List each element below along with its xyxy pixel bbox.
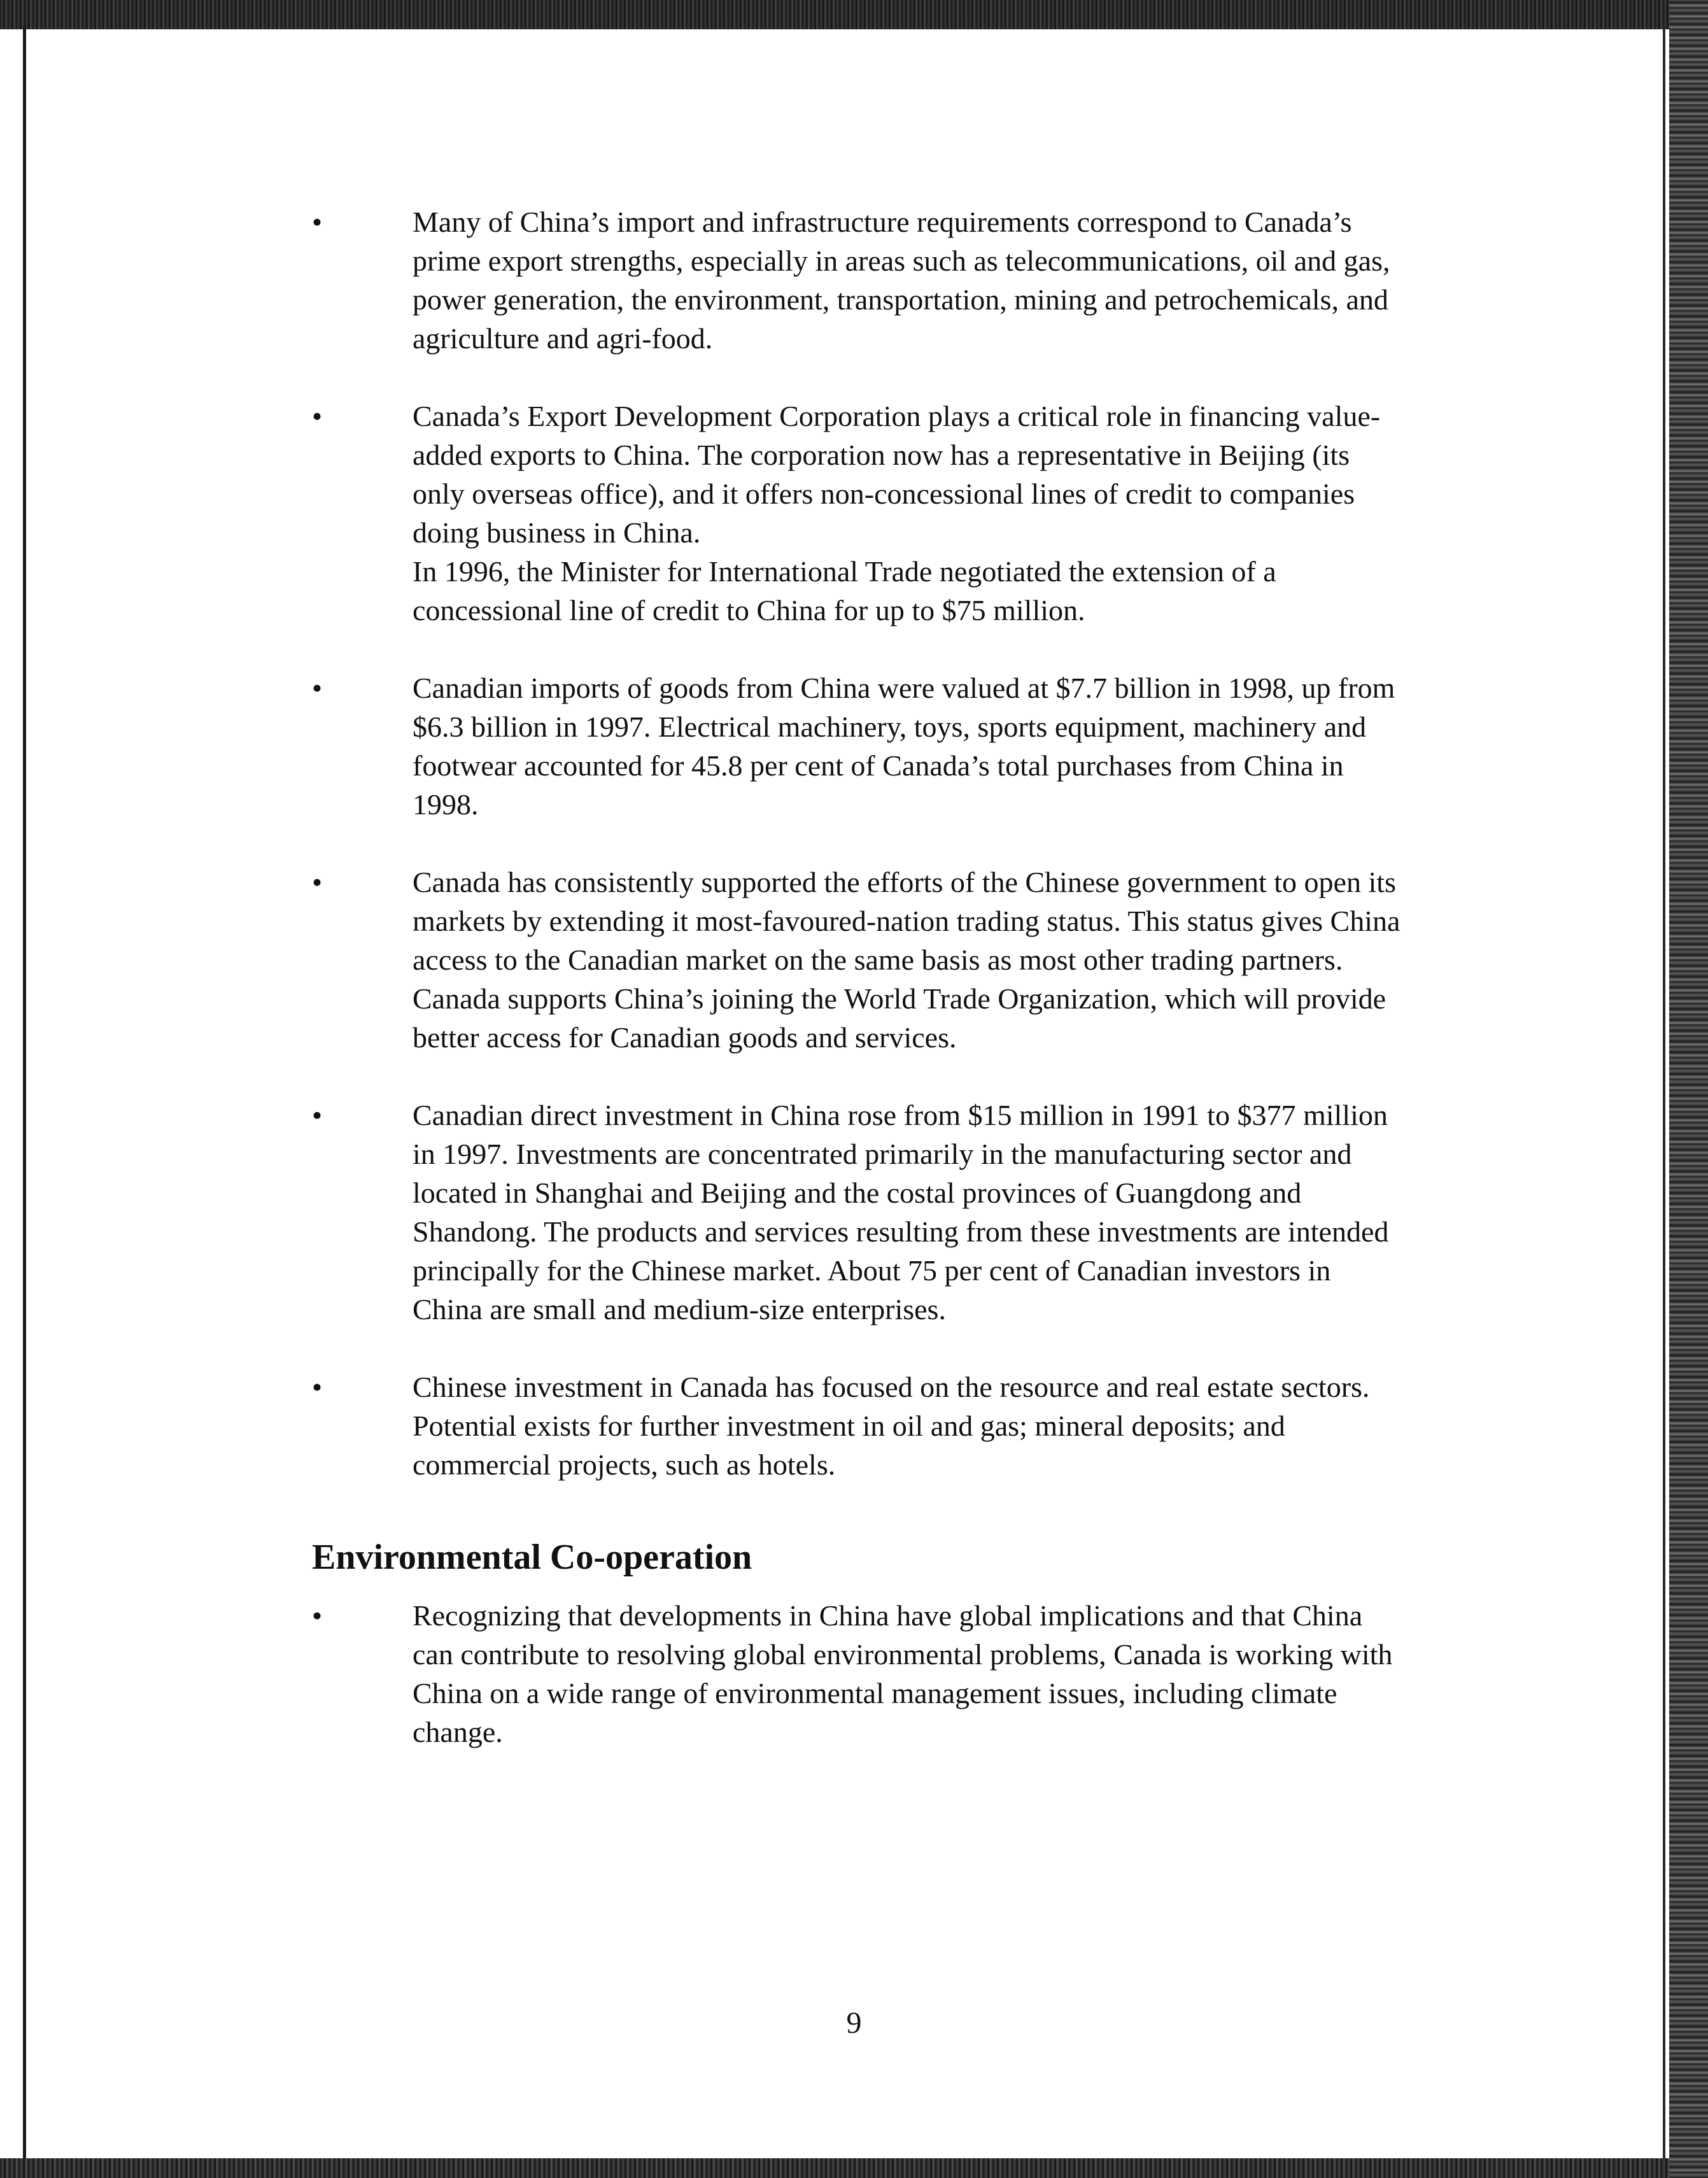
- bullet-item: [312, 1596, 1407, 1751]
- scan-border-right: [1669, 0, 1708, 2178]
- bullet-text: Many of China’s import and infrastructure requirements correspond to Canada’s prime export strengths, especially in areas such as telecommunications, oil and gas, power generation, the environment, transportation, mining and petrochemicals, and agriculture and agri-food.: [413, 206, 1390, 355]
- bullet-item: [312, 202, 1407, 358]
- scan-border-bottom: [0, 2158, 1708, 2178]
- page-edge-right: [1663, 25, 1665, 2158]
- bullet-text-continued: In 1996, the Minister for International Trade negotiated the extension of a concessional line of credit to China for up to $75 million.: [413, 555, 1276, 626]
- bullet-item: [312, 1096, 1407, 1329]
- bullet-item: [312, 668, 1407, 824]
- bullet-icon: •: [312, 1599, 323, 1632]
- bullet-text: Canadian direct investment in China rose from $15 million in 1991 to $377 million in 1997. Investments are concentrated primarily in the manufacturing sector and located in Shanghai and Beijing and the costal provinces of Guangdong and Shandong. The products and services resulting from these investments are intended principally for the Chinese market. About 75 per cent of Canadian investors in China are small and medium-size enterprises.: [413, 1099, 1389, 1326]
- scan-border-left: [23, 25, 26, 2158]
- bullet-item: [312, 1368, 1407, 1484]
- bullet-item: [312, 863, 1407, 1057]
- bullet-icon: •: [312, 1099, 323, 1131]
- page-number: 9: [846, 2006, 862, 2040]
- bullet-icon: •: [312, 1371, 323, 1403]
- bullet-text: Canada’s Export Development Corporation plays a critical role in financing value-added exports to China. The corporation now has a representative in Beijing (its only overseas office), and it offers non-concessional lines of credit to companies doing business in China.: [413, 400, 1381, 549]
- bullet-item: [312, 397, 1407, 630]
- bullet-text: Canada has consistently supported the efforts of the Chinese government to open its markets by extending it most-favoured-nation trading status. This status gives China access to the Canadian market on the same basis as most other trading partners. Canada supports China’s joining the World Trade Organization, which will provide better access for Canadian goods and services.: [413, 866, 1401, 1054]
- bullet-icon: •: [312, 206, 323, 238]
- bullet-text: Recognizing that developments in China have global implications and that China can contribute to resolving global environmental problems, Canada is working with China on a wide range of environmental management issues, including climate change.: [413, 1599, 1393, 1748]
- bullet-icon: •: [312, 400, 323, 432]
- document-body: [312, 202, 1407, 1790]
- bullet-icon: •: [312, 672, 323, 704]
- bullet-text: Chinese investment in Canada has focused on the resource and real estate sectors. Potential exists for further investment in oil and gas; mineral deposits; and commercial projects, such as hotels.: [413, 1371, 1370, 1481]
- bullet-icon: •: [312, 866, 323, 898]
- section-heading: Environmental Co-operation: [312, 1538, 752, 1577]
- bullet-text: Canadian imports of goods from China were valued at $7.7 billion in 1998, up from $6.3 billion in 1997. Electrical machinery, toys, sports equipment, machinery and footwear accounted for 45.8 per cent of Canada’s total purchases from China in 1998.: [413, 672, 1395, 821]
- scan-border-top: [0, 0, 1708, 29]
